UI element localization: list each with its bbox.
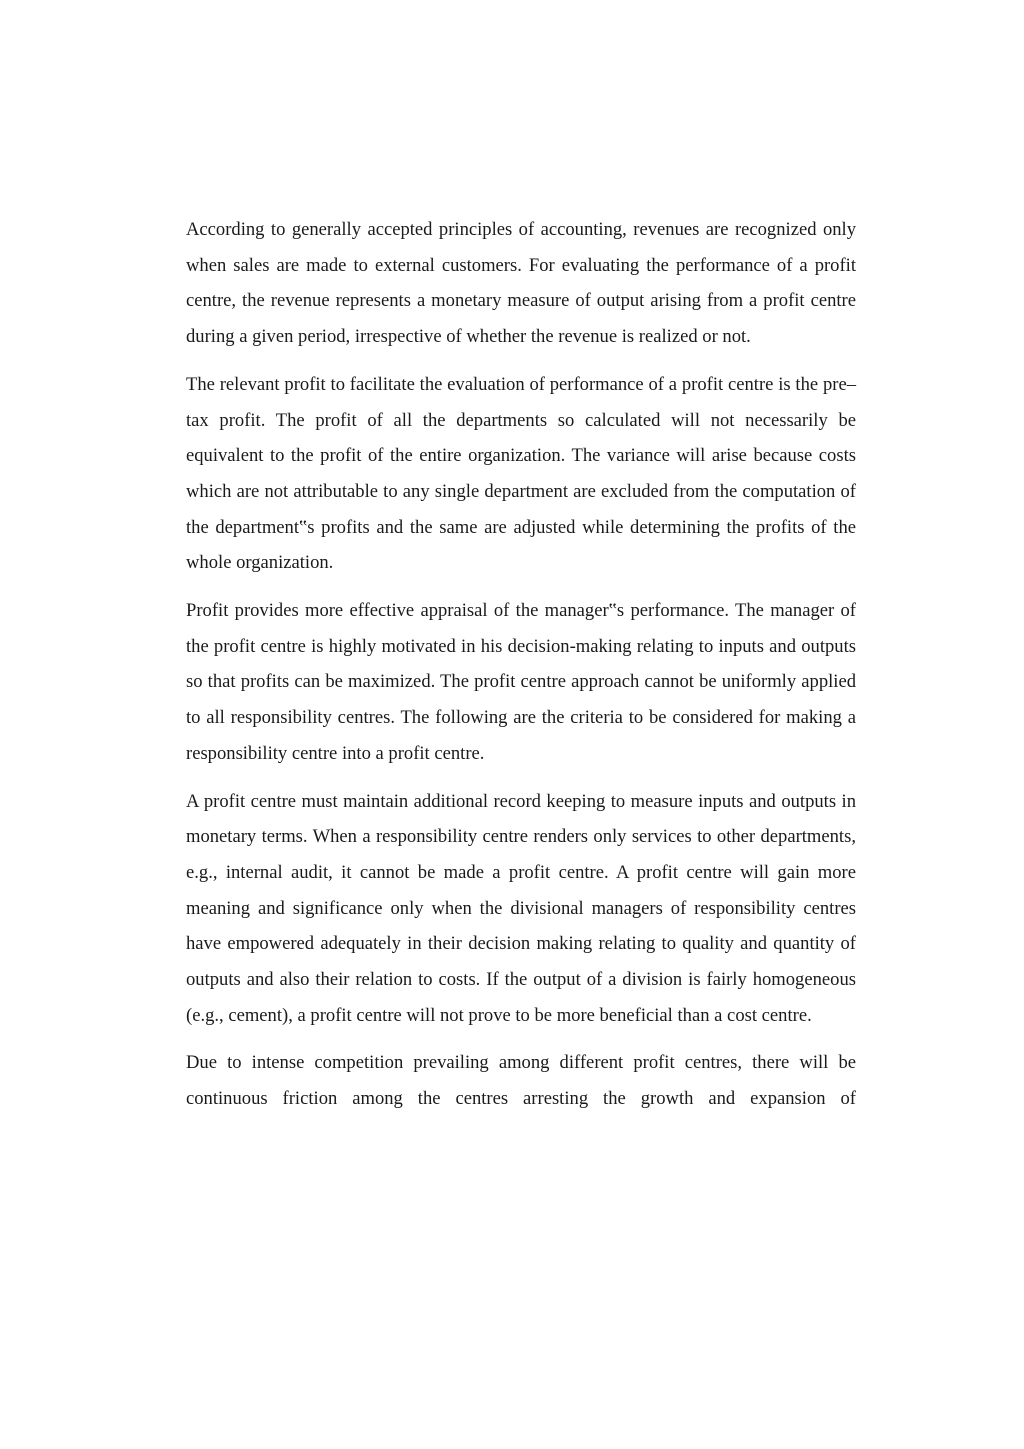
body-text	[186, 212, 856, 1117]
paragraph-revenue-recognition: According to generally accepted principles of accounting, revenues are recognized only when sales are made to external customers. For evaluating the performance of a profit centre, the revenue represents a monetary measure of output arising from a profit centre during a given period, irrespective of whether the revenue is realized or not.	[186, 219, 856, 348]
paragraph-manager-appraisal: Profit provides more effective appraisal of the manager‟s performance. The manager of the profit centre is highly motivated in his decision-making relating to inputs and outputs so that profits can be maximized. The profit centre approach cannot be uniformly applied to all responsibility centres. The following are the criteria to be considered for making a responsibility centre into a profit centre.	[186, 600, 856, 764]
paragraph-competition: Due to intense competition prevailing among different profit centres, there will be continuous friction among the centres arresting the growth and expansion of	[186, 1052, 856, 1110]
paragraph-relevant-profit: The relevant profit to facilitate the evaluation of performance of a profit centre is the pre–tax profit. The profit of all the departments so calculated will not necessarily be equivalent to the profit of the entire organization. The variance will arise because costs which are not attributable to any single department are excluded from the computation of the department‟s profits and the same are adjusted while determining the profits of the whole organization.	[186, 373, 856, 574]
paragraph-record-keeping: A profit centre must maintain additional record keeping to measure inputs and outputs in monetary terms. When a responsibility centre renders only services to other departments, e.g., internal audit, it cannot be made a profit centre. A profit centre will gain more meaning and significance only when the divisional managers of responsibility centres have empowered adequately in their decision making relating to quality and quantity of outputs and also their relation to costs. If the output of a division is fairly homogeneous (e.g., cement), a profit centre will not prove to be more beneficial than a cost centre.	[186, 790, 856, 1026]
